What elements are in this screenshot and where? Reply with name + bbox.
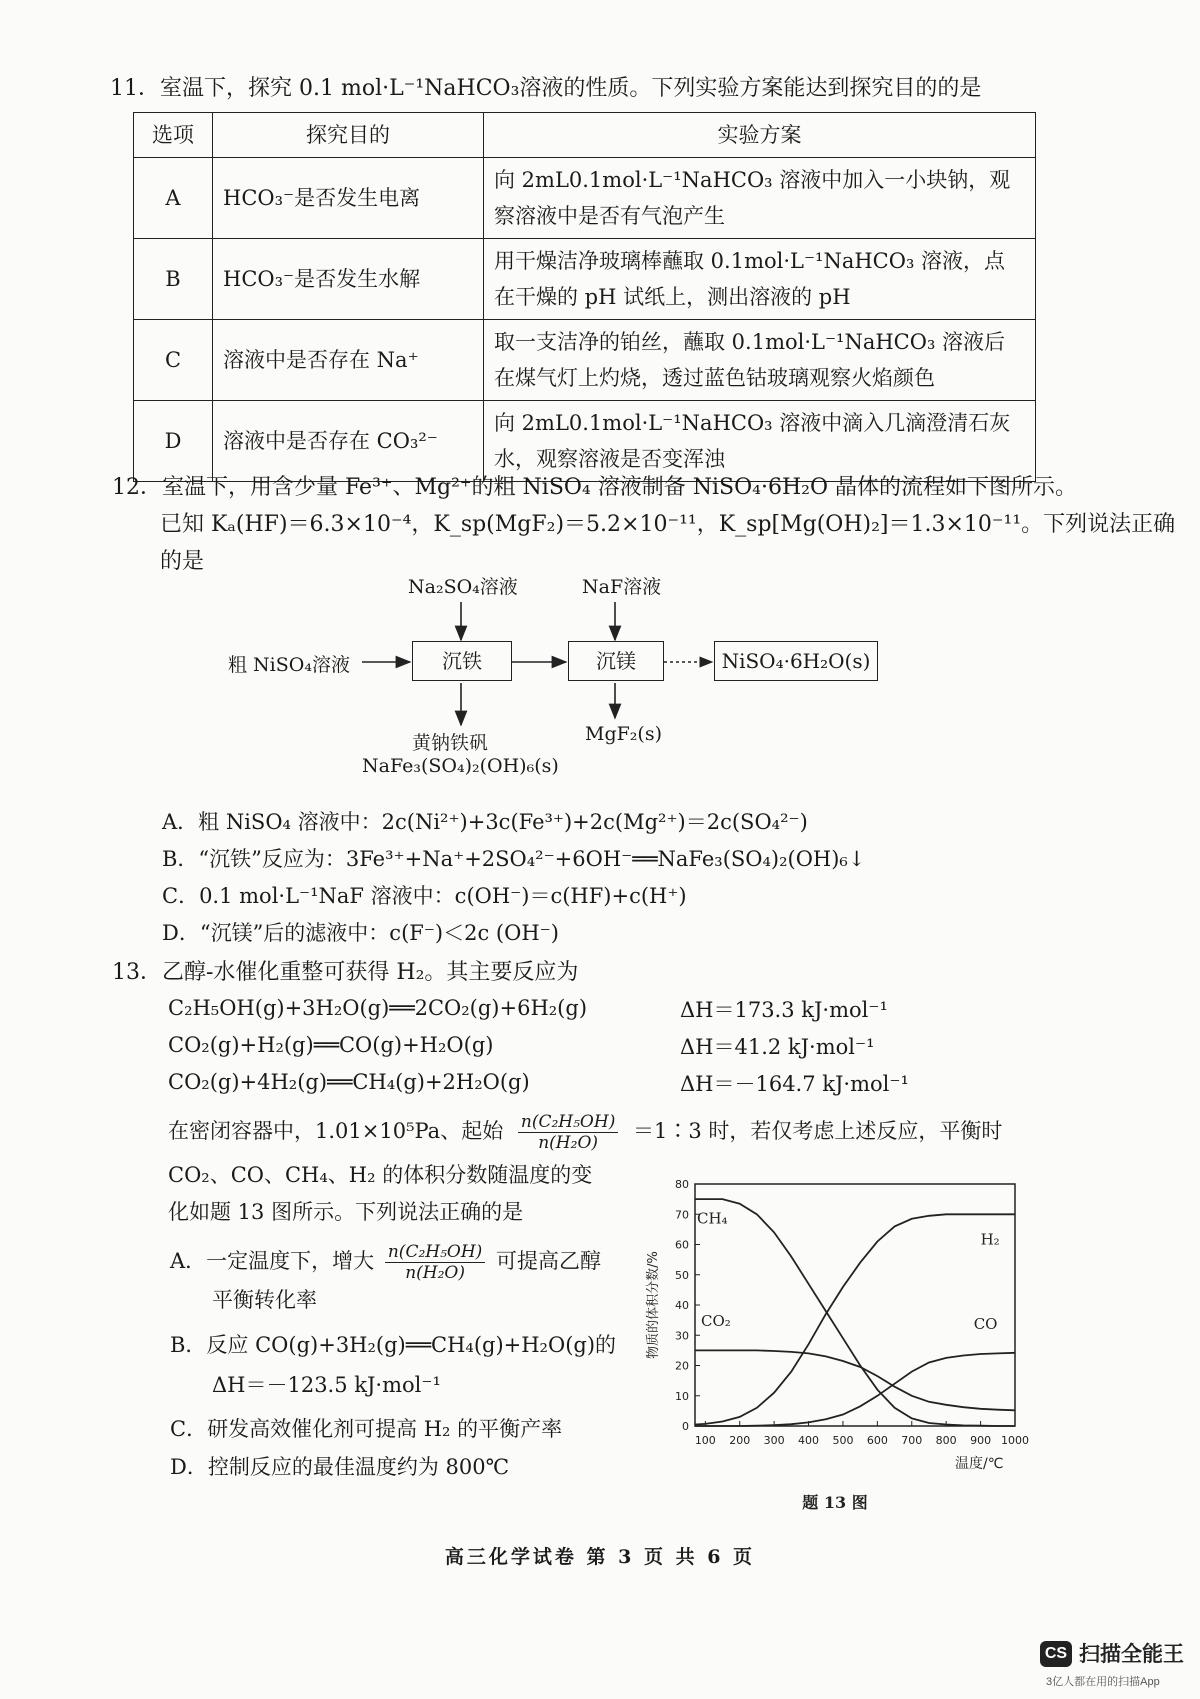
- scanner-tagline: 3亿人都在用的扫描App: [1046, 1676, 1160, 1688]
- scanner-logo-icon: CS: [1040, 1641, 1072, 1667]
- series-label: CO₂: [701, 1312, 731, 1331]
- q12-option-c: C．0.1 mol·L⁻¹NaF 溶液中：c(OH⁻)＝c(HF)+c(H⁺): [162, 884, 687, 908]
- reaction-3-dh: ΔH＝－164.7 kJ·mol⁻¹: [680, 1072, 909, 1096]
- y-tick-label: 10: [675, 1389, 689, 1403]
- y-tick-label: 0: [682, 1420, 689, 1433]
- x-tick-label: 600: [866, 1434, 888, 1447]
- option-a-pre: A．一定温度下，增大: [170, 1249, 375, 1273]
- row-plan: 取一支洁净的铂丝，蘸取 0.1mol·L⁻¹NaHCO₃ 溶液后在煤气灯上灼烧，透过蓝色钴玻璃观察火焰颜色: [484, 320, 1036, 401]
- q13-stem-line2: CO₂、CO、CH₄、H₂ 的体积分数随温度的变: [168, 1163, 593, 1187]
- x-tick-label: 200: [729, 1434, 751, 1447]
- series-line-H₂: [695, 1214, 1015, 1424]
- product-box: NiSO₄·6H₂O(s): [714, 641, 878, 681]
- series-line-CH₄: [695, 1199, 1015, 1426]
- y-tick-label: 60: [675, 1238, 689, 1252]
- option-a-fraction: [385, 1242, 485, 1283]
- byproduct1-name: 黄钠铁矾: [412, 732, 489, 754]
- reagent1-label: Na₂SO₄溶液: [408, 576, 518, 598]
- scanner-name: 扫描全能王: [1079, 1643, 1184, 1666]
- q12-stem-line3: 的是: [160, 549, 205, 574]
- byproduct2-label: MgF₂(s): [585, 723, 662, 745]
- x-tick-label: 900: [970, 1434, 992, 1447]
- q13-chart: [620, 1160, 1060, 1530]
- reaction-1-dh: ΔH＝173.3 kJ·mol⁻¹: [680, 998, 888, 1022]
- y-axis-label: 物质的体积分数/%: [646, 1251, 661, 1359]
- q12-stem-line1: 12．室温下，用含少量 Fe³⁺、Mg²⁺的粗 NiSO₄ 溶液制备 NiSO₄·6H₂O 晶体的流程如下图所示。: [112, 475, 1077, 500]
- row-aim: 溶液中是否存在 Na⁺: [213, 320, 484, 401]
- x-tick-label: 400: [798, 1434, 820, 1447]
- row-option: D: [134, 401, 213, 482]
- row-option: A: [134, 158, 213, 239]
- col-header-plan: 实验方案: [484, 113, 1036, 158]
- reaction-3: CO₂(g)+4H₂(g)══CH₄(g)+2H₂O(g): [168, 1070, 530, 1094]
- chart-labels: [645, 1178, 1029, 1512]
- q12-option-b: B．“沉铁”反应为：3Fe³⁺+Na⁺+2SO₄²⁻+6OH⁻══NaFe₃(SO₄)₂(OH)₆↓: [162, 847, 866, 871]
- step1-box: 沉铁: [412, 641, 512, 681]
- x-axis-label: 温度/℃: [955, 1456, 1004, 1472]
- row-option: B: [134, 239, 213, 320]
- row-aim: HCO₃⁻是否发生电离: [213, 158, 484, 239]
- q13-option-a: [170, 1242, 601, 1283]
- q13-option-b-line2: ΔH＝－123.5 kJ·mol⁻¹: [212, 1373, 441, 1397]
- row-aim: 溶液中是否存在 CO₃²⁻: [213, 401, 484, 482]
- y-tick-label: 70: [675, 1208, 689, 1222]
- q13-option-d: D．控制反应的最佳温度约为 800℃: [170, 1455, 510, 1479]
- row-plan: 向 2mL0.1mol·L⁻¹NaHCO₃ 溶液中加入一小块钠，观察溶液中是否有气泡产生: [484, 158, 1036, 239]
- q13-stem: 13．乙醇-水催化重整可获得 H₂。其主要反应为: [112, 960, 579, 985]
- x-tick-label: 700: [901, 1434, 923, 1447]
- plot-frame: [695, 1184, 1015, 1426]
- col-header-aim: 探究目的: [213, 113, 484, 158]
- x-tick-label: 1000: [1001, 1434, 1029, 1447]
- y-tick-label: 20: [675, 1359, 689, 1373]
- row-option: C: [134, 320, 213, 401]
- series-label: CH₄: [697, 1209, 728, 1228]
- reaction-1: C₂H₅OH(g)+3H₂O(g)══2CO₂(g)+6H₂(g): [168, 996, 588, 1020]
- ratio-fraction: [518, 1112, 618, 1153]
- input-label: 粗 NiSO₄溶液: [228, 654, 350, 676]
- chart-series: [695, 1199, 1015, 1426]
- series-line-CO₂: [695, 1350, 1015, 1410]
- page-footer: 高三化学试卷 第 3 页 共 6 页: [444, 1546, 756, 1568]
- reaction-2-dh: ΔH＝41.2 kJ·mol⁻¹: [680, 1035, 875, 1059]
- condition-post: ＝1∶3 时，若仅考虑上述反应，平衡时: [633, 1119, 1003, 1143]
- x-tick-label: 100: [694, 1434, 716, 1447]
- y-tick-label: 30: [675, 1329, 689, 1343]
- q12-stem-line2: 已知 Kₐ(HF)＝6.3×10⁻⁴，K_sp(MgF₂)＝5.2×10⁻¹¹，K_sp[Mg(OH)₂]＝1.3×10⁻¹¹。下列说法正确: [160, 512, 1176, 537]
- row-plan: 向 2mL0.1mol·L⁻¹NaHCO₃ 溶液中滴入几滴澄清石灰水，观察溶液是否变浑浊: [484, 401, 1036, 482]
- q13-option-b: B．反应 CO(g)+3H₂(g)══CH₄(g)+H₂O(g)的: [170, 1333, 617, 1357]
- q13-option-c: C．研发高效催化剂可提高 H₂ 的平衡产率: [170, 1417, 563, 1441]
- ratio-numerator: n(C₂H₅OH): [518, 1112, 618, 1133]
- col-header-option: 选项: [134, 113, 213, 158]
- q11-stem: 11．室温下，探究 0.1 mol·L⁻¹NaHCO₃溶液的性质。下列实验方案能达到探究目的的是: [110, 76, 982, 101]
- x-tick-label: 800: [935, 1434, 957, 1447]
- ratio-denominator: n(H₂O): [538, 1133, 599, 1153]
- y-tick-label: 80: [675, 1178, 689, 1191]
- y-tick-label: 40: [675, 1299, 689, 1312]
- chart-axes: [695, 1184, 1015, 1426]
- y-tick-label: 50: [675, 1268, 689, 1282]
- byproduct1-formula: NaFe₃(SO₄)₂(OH)₆(s): [362, 755, 559, 777]
- series-label: H₂: [980, 1230, 1000, 1249]
- option-a-numerator: n(C₂H₅OH): [385, 1242, 485, 1263]
- q13-condition: [168, 1112, 1002, 1153]
- option-a-post: 可提高乙醇: [496, 1249, 601, 1273]
- option-a-denominator: n(H₂O): [405, 1263, 465, 1283]
- series-label: CO: [973, 1315, 998, 1334]
- x-tick-label: 500: [832, 1434, 854, 1447]
- x-tick-label: 300: [763, 1434, 785, 1447]
- row-aim: HCO₃⁻是否发生水解: [213, 239, 484, 320]
- q12-option-a: A．粗 NiSO₄ 溶液中：2c(Ni²⁺)+3c(Fe³⁺)+2c(Mg²⁺)＝2c(SO₄²⁻): [162, 810, 808, 834]
- reagent2-label: NaF溶液: [582, 576, 662, 598]
- chart-title: 题 13 图: [802, 1493, 868, 1512]
- step2-box: 沉镁: [568, 641, 664, 681]
- q13-option-a-line2: 平衡转化率: [212, 1288, 317, 1312]
- row-plan: 用干燥洁净玻璃棒蘸取 0.1mol·L⁻¹NaHCO₃ 溶液，点在干燥的 pH 试纸上，测出溶液的 pH: [484, 239, 1036, 320]
- q13-stem-line3: 化如题 13 图所示。下列说法正确的是: [168, 1200, 524, 1224]
- q12-option-d: D．“沉镁”后的滤液中：c(F⁻)＜2c (OH⁻): [162, 921, 559, 945]
- condition-pre: 在密闭容器中，1.01×10⁵Pa、起始: [168, 1119, 504, 1143]
- reaction-2: CO₂(g)+H₂(g)══CO(g)+H₂O(g): [168, 1033, 494, 1057]
